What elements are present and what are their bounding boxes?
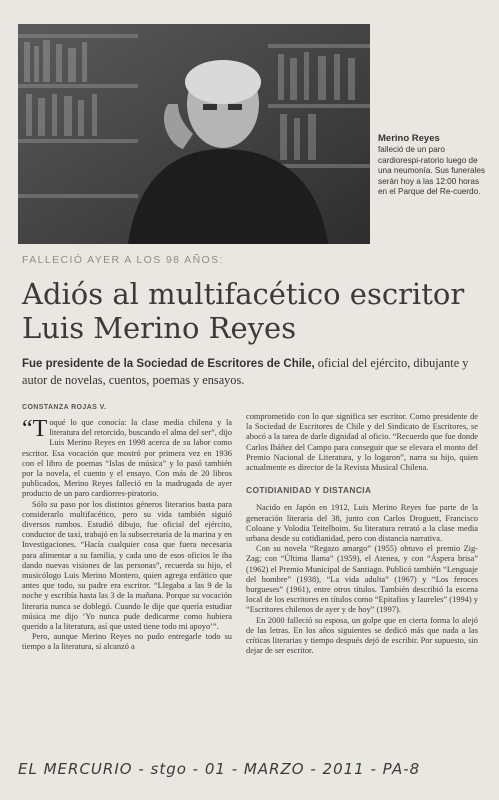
paragraph: En 2000 falleció su esposa, un golpe que en cierta forma lo alejó de las letras. En los años siguientes se dedicó más que nada a las críticas literarias y tiempo después dejó de escribir. Por supuesto, sin dejar de ser escritor. xyxy=(246,615,478,656)
headline-line-1: Adiós al multifacético escritor xyxy=(22,277,465,311)
photo-caption xyxy=(378,134,486,197)
headline xyxy=(22,277,482,345)
portrait-photo xyxy=(18,24,370,244)
article-column-2 xyxy=(246,412,478,656)
byline: CONSTANZA ROJAS V. xyxy=(22,404,107,411)
kicker: FALLECIÓ AYER A LOS 98 AÑOS: xyxy=(22,254,224,266)
paragraph: Nacido en Japón en 1912, Luis Merino Reyes fue parte de la generación literaria del 38, junto con Carlos Droguett, Francisco Coloane y Volodia Teitelboim. Su literatura retrató a la clase media urbana desde su cotidianidad, pero con distancia narrativa. xyxy=(246,503,478,544)
paragraph-text: oqué lo que conocía: la clase media chilena y la literatura del retorcido, buscando el alma del ser”, dijo Luis Merino Reyes en 1998 acerca de su labor como escritor. Esa vocación que mostró por primera vez en 1936 con el libro de poemas “Islas de música” y lo pasó también por la novela, el cuento y el ensayo. Con más de 20 libros publicados, Merino Reyes falleció en la madrugada de ayer producto de un paro cardiorres-piratorio. xyxy=(22,418,232,499)
paragraph: Con su novela “Regazo amargo” (1955) obtuvo el premio Zig-Zag; con “Última llama” (1959), el Atenea, y con “Áspera brisa” (1962) el Premio Municipal de Santiago. Publicó también “Lenguaje del hombre” (1938), “La vida adulta” (1967) y “Los feroces burgueses” (1961), entre otros títulos. También describió la escena local de los escritores en títulos como “Epitafios y laureles” (1994) y “Escritores chilenos de ayer y de hoy” (1997). xyxy=(246,544,478,615)
paragraph: Sólo su paso por los distintos géneros literarios basta para considerarlo multifacético, pero su vida también siguió diversos rumbos. Estudió dibujo, fue oficial del ejército, conductor de taxi, trabajó en la subsecretaría de la marina y en Investigaciones. “Hacía cualquier cosa que fuera necesaria para alimentar a su familia, y cada uno de esos oficios le iba dando nuevas visiones de las personas”, recuerda su hijo, el musicólogo Luis Merino Montero, quien agrega enfático que antes que todo, su padre era escritor. “Llegaba a las 9 de la noche y escribía hasta las 3 de la mañana. Porque su vocación literaria nunca se doblegó. Cuando le dije que quería estudiar música me dijo ‘Yo nunca pude dedicarme como hubiera querido a la literatura, así que usted tiene todo mi apoyo’”. xyxy=(22,499,232,632)
handwritten-source-note: EL MERCURIO - stgo - 01 - MARZO - 2011 - PA-8 xyxy=(18,760,421,778)
subheadline xyxy=(22,356,482,388)
paragraph: comprometido con lo que significa ser escritor. Como presidente de la Sociedad de Escritores de Chile y del Sindicato de Escritores, se abocó a la tarea de darle dignidad al oficio. “Recuerdo que fue donde Carlos Ibáñez del Campo para conseguir que se elevara el monto del Premio Nacional de Literatura, y lo logaron”, narra su hijo, quien actualmente es director de la Revista Musical Chilena. xyxy=(246,412,478,473)
caption-text: falleció de un paro cardiorespi-ratorio luego de una neumonía. Sus funerales serán hoy a las 12:00 horas en el Parque del Re-cuerdo. xyxy=(378,145,485,197)
paragraph: Pero, aunque Merino Reyes no pudo entregarle todo su tiempo a la literatura, sí alcanzó a xyxy=(22,632,232,652)
subheadline-bold: Fue presidente de la Sociedad de Escritores de Chile, xyxy=(22,358,315,370)
portrait-photo-icon xyxy=(18,24,370,244)
caption-name: Merino Reyes xyxy=(378,133,440,144)
subheadline-rest: oficial del ejército, dibujante y autor de novelas, cuentos, poemas y ensayos. xyxy=(22,356,469,387)
drop-cap: “T xyxy=(22,416,48,442)
section-heading: COTIDIANIDAD Y DISTANCIA xyxy=(246,485,372,496)
article-column-1 xyxy=(22,418,232,653)
paragraph xyxy=(22,418,232,500)
headline-line-2: Luis Merino Reyes xyxy=(22,311,297,345)
